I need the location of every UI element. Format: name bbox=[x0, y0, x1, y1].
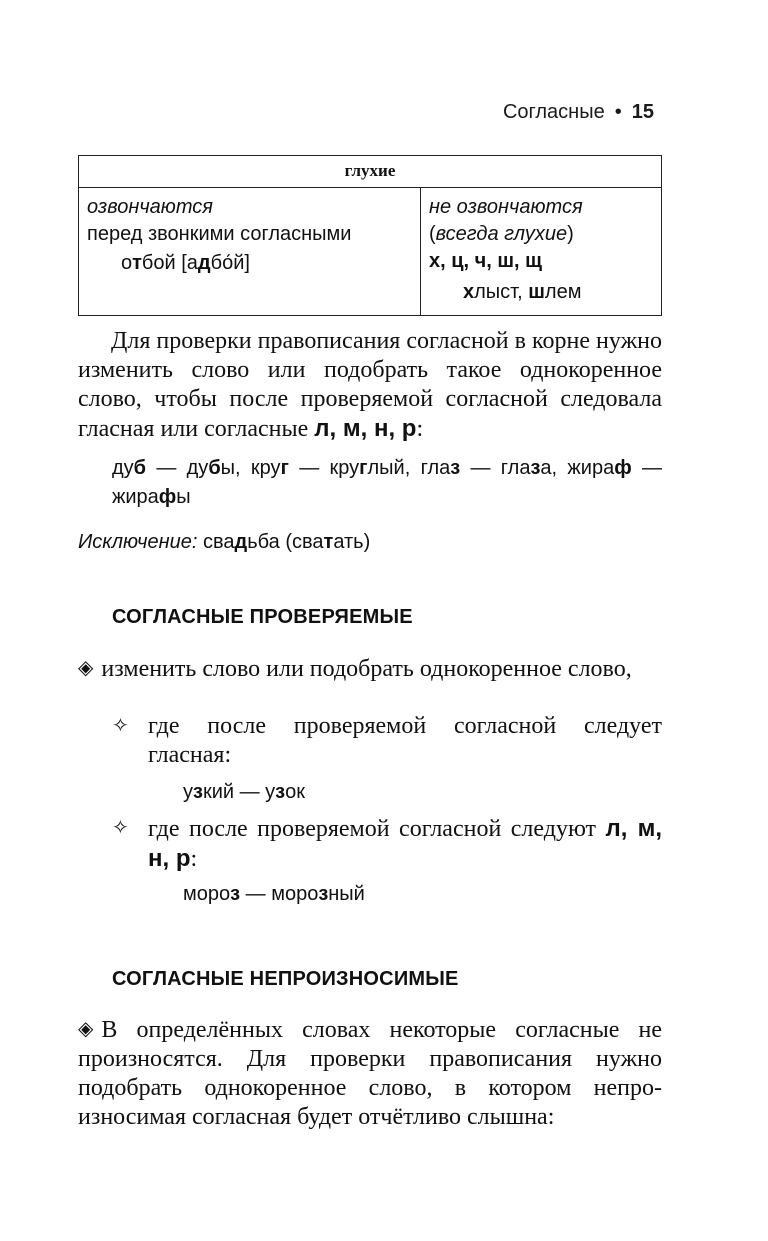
section-heading-silent: СОГЛАСНЫЕ НЕПРОИЗНОСИМЫЕ bbox=[112, 968, 459, 990]
page-number: 15 bbox=[631, 101, 654, 123]
consonants-table bbox=[78, 155, 662, 316]
star-bullet-icon: ✧ bbox=[112, 817, 129, 839]
exception-label: Исключение: bbox=[78, 531, 198, 553]
running-head bbox=[503, 100, 654, 124]
table-col-unvoiced bbox=[421, 188, 661, 315]
col-right-title: не озвончаются bbox=[429, 196, 583, 218]
section2-text: ◈ В определённых словах некоторые согласные не произносятся. Для проверки правописания нужно подобрать однокоренное слово, в котором непроизносимая согласная будет отчётливо слышна: bbox=[78, 1017, 662, 1130]
example-words: дуб — дубы, круг — круглый, глаз — глаза, жираф — жирафы bbox=[112, 457, 663, 508]
section-heading-checkable: СОГЛАСНЫЕ ПРОВЕРЯЕМЫЕ bbox=[112, 606, 413, 628]
col-left-desc: перед звонкими согласными bbox=[87, 223, 352, 245]
section1-item-1: ✧ где после проверяемой согласной следует гласная: bbox=[112, 713, 662, 768]
section1-item-1-example: узкий — узок bbox=[183, 781, 305, 803]
running-head-bullet: • bbox=[614, 101, 622, 123]
col-left-title: озвончаются bbox=[87, 196, 213, 218]
section1-item-2-example: мороз — морозный bbox=[183, 883, 365, 905]
diamond-bullet-icon: ◈ bbox=[78, 657, 94, 679]
rule-letters: л, м, н, р bbox=[314, 415, 417, 442]
table-header: глухие bbox=[79, 156, 661, 188]
running-head-section: Согласные bbox=[502, 101, 605, 123]
col-right-letters: х, ц, ч, ш, щ bbox=[429, 250, 543, 272]
section1-item-2: ✧ где после проверяемой согласной следуют л, м, н, р: bbox=[112, 815, 662, 872]
col-right-paren: (всегда глухие) bbox=[429, 223, 574, 245]
table-col-voiced bbox=[79, 188, 421, 315]
rule-paragraph: Для проверки правописания согласной в корне нужно изменить слово или подобрать такое однокоренное слово, чтобы после проверяемой согласной следовала гласная или согласные л, м, н, р: bbox=[78, 328, 662, 442]
star-bullet-icon: ✧ bbox=[112, 715, 129, 737]
section1-intro: ◈ изменить слово или подобрать однокоренное слово, bbox=[78, 656, 632, 682]
col-left-example: отбой [адбо́й] bbox=[121, 252, 250, 274]
diamond-bullet-icon: ◈ bbox=[78, 1018, 94, 1040]
exception-note: Исключение: свадьба (сватать) bbox=[78, 531, 371, 553]
col-right-example: хлыст, шлем bbox=[463, 281, 582, 303]
